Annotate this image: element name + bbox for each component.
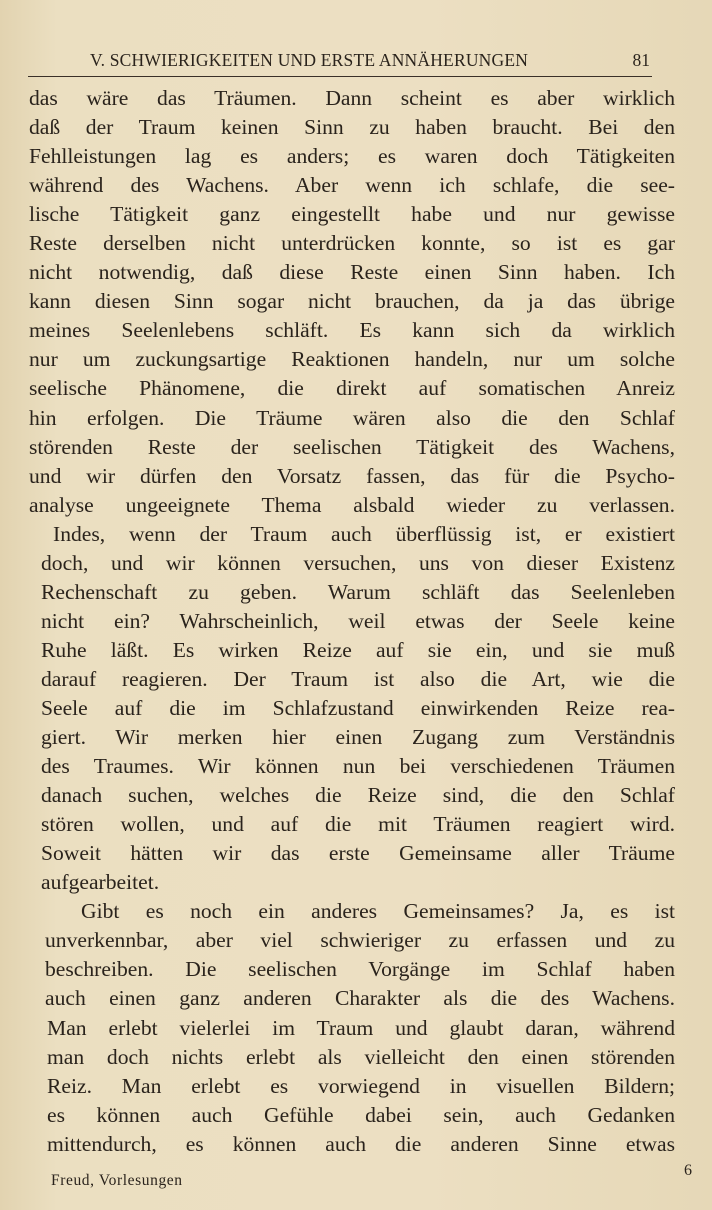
page-number: 81	[632, 50, 650, 70]
text-line: aufgearbeitet.	[41, 870, 160, 895]
text-line: nicht notwendig, daß diese Reste einen Sinn haben. Ich	[29, 260, 675, 285]
text-line: störenden Reste der seelischen Tätigkeit des Wachens,	[29, 434, 675, 459]
text-line: analyse ungeeignete Thema alsbald wieder zu verlassen.	[29, 492, 675, 517]
text-line: Reiz. Man erlebt es vorwiegend in visuellen Bildern;	[47, 1073, 675, 1098]
text-line: man doch nichts erlebt als vielleicht den einen störenden	[47, 1044, 675, 1069]
text-line: Gibt es noch ein anderes Gemeinsames? Ja, es ist	[81, 899, 675, 924]
text-line: unverkennbar, aber viel schwieriger zu erfassen und zu	[45, 928, 675, 953]
text-line: kann diesen Sinn sogar nicht brauchen, da ja das übrige	[29, 289, 675, 314]
text-line: beschreiben. Die seelischen Vorgänge im Schlaf haben	[45, 957, 675, 982]
text-line: während des Wachens. Aber wenn ich schlafe, die see-	[29, 173, 675, 198]
text-line: lische Tätigkeit ganz eingestellt habe und nur gewisse	[29, 202, 675, 227]
text-line: Fehlleistungen lag es anders; es waren doch Tätigkeiten	[29, 144, 675, 169]
text-line: das wäre das Träumen. Dann scheint es aber wirklich	[29, 86, 675, 110]
text-line: Soweit hätten wir das erste Gemeinsame aller Träume	[41, 841, 675, 866]
text-line: nicht ein? Wahrscheinlich, weil etwas der Seele keine	[41, 608, 675, 633]
text-line: giert. Wir merken hier einen Zugang zum Verständnis	[41, 725, 675, 750]
text-line: Ruhe läßt. Es wirken Reize auf sie ein, und sie muß	[41, 637, 675, 662]
text-line: es können auch Gefühle dabei sein, auch Gedanken	[47, 1102, 675, 1127]
text-line: darauf reagieren. Der Traum ist also die Art, wie die	[41, 666, 675, 691]
text-line: und wir dürfen den Vorsatz fassen, das für die Psycho-	[29, 463, 675, 488]
text-line: stören wollen, und auf die mit Träumen reagiert wird.	[41, 812, 675, 837]
text-line: daß der Traum keinen Sinn zu haben braucht. Bei den	[29, 115, 675, 140]
text-line: Indes, wenn der Traum auch überflüssig ist, er existiert	[53, 521, 675, 546]
running-header	[28, 46, 652, 77]
signature-mark: Freud, Vorlesungen	[51, 1172, 183, 1189]
text-line: des Traumes. Wir können nun bei verschiedenen Träumen	[41, 754, 675, 779]
sheet-number: 6	[684, 1162, 692, 1179]
text-line: auch einen ganz anderen Charakter als die des Wachens.	[45, 986, 675, 1011]
text-line: Man erlebt vielerlei im Traum und glaubt daran, während	[47, 1015, 675, 1040]
text-line: nur um zuckungsartige Reaktionen handeln, nur um solche	[29, 347, 675, 372]
text-line: mittendurch, es können auch die anderen Sinne etwas	[47, 1131, 675, 1156]
text-line: Seele auf die im Schlafzustand einwirkenden Reize rea-	[41, 695, 675, 720]
body-text	[29, 84, 675, 1159]
text-line: danach suchen, welches die Reize sind, die den Schlaf	[41, 783, 675, 808]
text-line: seelische Phänomene, die direkt auf somatischen Anreiz	[29, 376, 675, 401]
text-line: Rechenschaft zu geben. Warum schläft das Seelenleben	[41, 579, 675, 604]
text-line: hin erfolgen. Die Träume wären also die den Schlaf	[29, 405, 675, 430]
text-line: meines Seelenlebens schläft. Es kann sich da wirklich	[29, 318, 675, 343]
text-line: doch, und wir können versuchen, uns von dieser Existenz	[41, 550, 675, 575]
chapter-title: V. SCHWIERIGKEITEN UND ERSTE ANNÄHERUNGEN	[90, 50, 529, 70]
text-line: Reste derselben nicht unterdrücken konnte, so ist es gar	[29, 231, 675, 256]
